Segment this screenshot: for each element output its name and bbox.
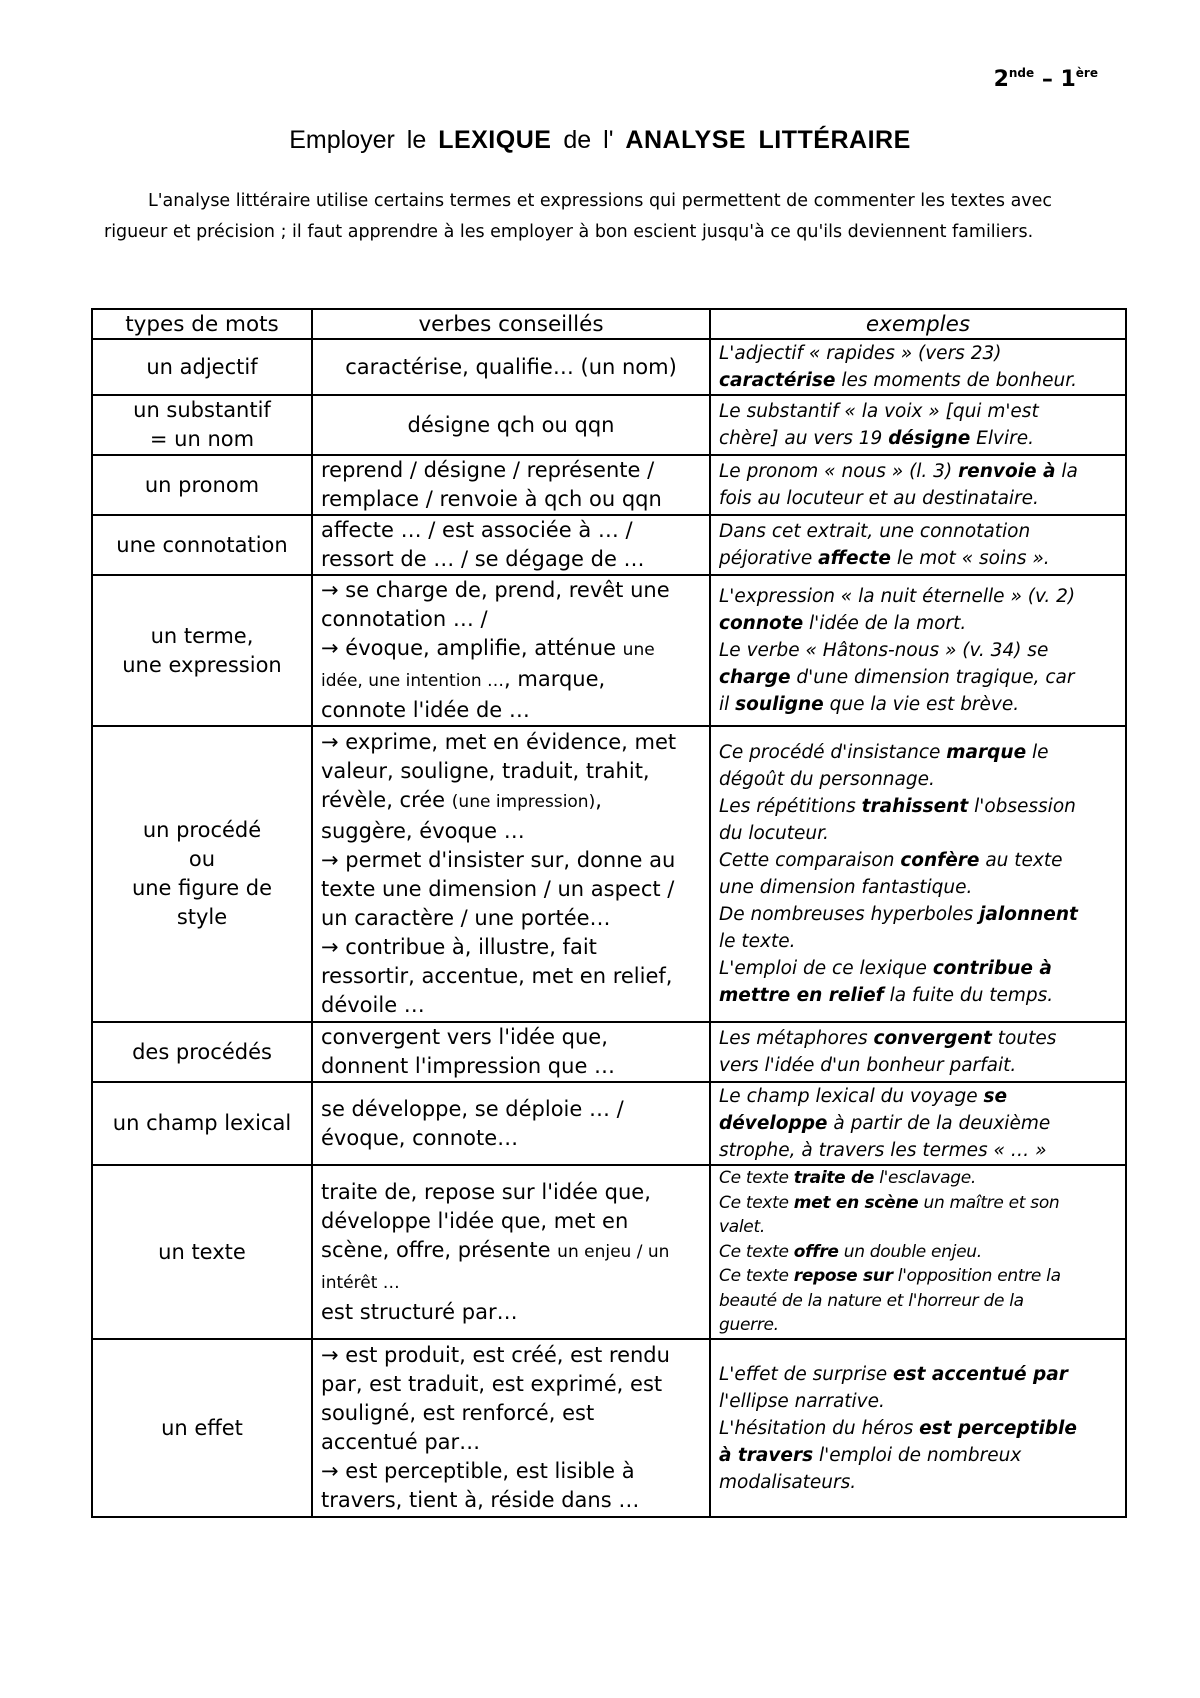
example-line (719, 739, 1117, 766)
verb-line: désigne qch ou qqn (407, 412, 615, 437)
verb-line: caractérise, qualifie… (un nom) (345, 354, 677, 379)
example-text: Ce procédé d'insistance (719, 742, 947, 763)
example-text: fois au locuteur et au destinataire. (719, 488, 1039, 509)
example-keyword: caractérise (719, 370, 836, 391)
example-text: il (719, 694, 736, 715)
example-text: la fuite du temps. (883, 985, 1054, 1006)
verb-line: scène, offre, présente un enjeu / un (321, 1237, 670, 1262)
example-keyword: renvoie à (958, 461, 1056, 482)
example-text: l'opposition entre la (892, 1266, 1061, 1287)
level-b-sup: ère (1075, 66, 1098, 80)
table-row (92, 1082, 1126, 1165)
table-row (92, 1339, 1126, 1517)
verb-line: valeur, souligne, traduit, trahit, (321, 759, 650, 783)
lexicon-table (91, 308, 1127, 1518)
cell-type (92, 455, 312, 515)
cell-verbs (312, 726, 710, 1022)
cell-verbs (312, 1022, 710, 1082)
example-line (719, 1442, 1117, 1469)
cell-verbs (312, 395, 710, 455)
example-text: valet. (719, 1217, 765, 1238)
cell-type (92, 1165, 312, 1339)
page-title (0, 126, 1200, 155)
verb-line: accentué par… (321, 1430, 481, 1454)
example-text: l'obsession (968, 796, 1076, 817)
example-text: toutes (991, 1028, 1057, 1049)
cell-examples (710, 395, 1126, 455)
example-text: Les répétitions (719, 796, 862, 817)
example-text: à partir de la deuxième (827, 1113, 1051, 1134)
example-text: strophe, à travers les termes « … » (719, 1140, 1047, 1161)
type-line: un terme, (150, 623, 254, 648)
header-types: types de mots (92, 309, 312, 339)
example-text: le (1026, 742, 1049, 763)
example-line (719, 583, 1117, 610)
type-line: un adjectif (146, 354, 258, 379)
type-line: ou (188, 847, 216, 871)
cell-examples (710, 1165, 1126, 1339)
verb-line: → évoque, amplifie, atténue une (321, 636, 655, 660)
verb-line: se développe, se déploie … / (321, 1096, 624, 1121)
verb-line: est structuré par… (321, 1299, 518, 1324)
example-line (719, 1361, 1117, 1388)
example-text: une dimension fantastique. (719, 877, 973, 898)
example-line (719, 518, 1117, 545)
cell-verbs (312, 1165, 710, 1339)
cell-examples (710, 515, 1126, 575)
verb-line: souligné, est renforcé, est (321, 1401, 595, 1425)
example-line (719, 1137, 1117, 1164)
level-a-sup: nde (1008, 66, 1035, 80)
table-header-row (92, 309, 1126, 339)
cell-verbs (312, 515, 710, 575)
type-line: un pronom (144, 472, 260, 497)
cell-examples (710, 726, 1126, 1022)
type-line: un substantif (133, 398, 271, 422)
example-text: Ce texte (719, 1241, 794, 1262)
verb-line: ressortir, accentue, met en relief, (321, 964, 673, 988)
example-line (719, 691, 1117, 718)
verb-line: révèle, crée (une impression), (321, 788, 602, 812)
example-line (719, 928, 1117, 955)
example-text: De nombreuses hyperboles (719, 904, 980, 925)
example-line (719, 1469, 1117, 1496)
example-keyword: confère (900, 850, 980, 871)
cell-type (92, 515, 312, 575)
level-dash: – (1034, 67, 1061, 92)
type-line: un texte (158, 1239, 246, 1264)
type-line: une expression (122, 652, 282, 677)
example-keyword: affecte (818, 548, 891, 569)
example-line (719, 1313, 1117, 1338)
verb-line: → est produit, est créé, est rendu (321, 1343, 670, 1367)
example-text: dégoût du personnage. (719, 769, 935, 790)
example-text: L'effet de surprise (719, 1363, 894, 1385)
table-row (92, 339, 1126, 395)
example-keyword: offre (793, 1241, 839, 1262)
type-line: un procédé (142, 818, 262, 842)
example-line (719, 1025, 1117, 1052)
cell-examples (710, 1082, 1126, 1165)
title-part-1: Employer le (289, 126, 439, 154)
example-keyword: traite de (793, 1168, 875, 1189)
example-text: Cette comparaison (719, 850, 901, 871)
table-row (92, 726, 1126, 1022)
example-text: l'ellipse narrative. (719, 1390, 885, 1412)
example-text: vers l'idée d'un bonheur parfait. (719, 1055, 1017, 1076)
example-line (719, 982, 1117, 1009)
example-keyword: désigne (888, 428, 971, 449)
verb-line: idée, une intention …, marque, (321, 667, 606, 691)
intro-paragraph: L'analyse littéraire utilise certains termes et expressions qui permettent de commenter les textes avec rigueur et précision ; il faut apprendre à les employer à bon escient jusqu'à ce qu'ils deviennent familiers. (104, 191, 1053, 242)
example-line (719, 425, 1117, 452)
example-text: péjorative (719, 548, 819, 569)
example-text: Le champ lexical du voyage (719, 1086, 984, 1107)
verb-line: travers, tient à, réside dans … (321, 1488, 640, 1512)
example-line (719, 766, 1117, 793)
example-line (719, 458, 1117, 485)
cell-examples (710, 455, 1126, 515)
example-line (719, 1215, 1117, 1240)
cell-verbs (312, 1082, 710, 1165)
example-text: l'emploi de nombreux (813, 1444, 1022, 1466)
example-text: du locuteur. (719, 823, 829, 844)
level-a: 2 (993, 67, 1009, 92)
cell-examples (710, 339, 1126, 395)
verb-line: donnent l'impression que … (321, 1054, 616, 1078)
cell-examples (710, 575, 1126, 726)
example-line (719, 1191, 1117, 1216)
verb-line: → contribue à, illustre, fait (321, 935, 597, 959)
example-line (719, 1415, 1117, 1442)
cell-type (92, 726, 312, 1022)
type-line: style (176, 905, 228, 929)
example-text: Elvire. (970, 428, 1034, 449)
verb-line: reprend / désigne / représente / (321, 458, 655, 482)
cell-type (92, 575, 312, 726)
cell-type (92, 1339, 312, 1517)
type-line: un champ lexical (112, 1111, 292, 1135)
cell-examples (710, 1022, 1126, 1082)
example-keyword: est perceptible (919, 1417, 1077, 1439)
example-keyword: connote (719, 613, 804, 634)
example-line (719, 847, 1117, 874)
verb-note: (une impression) (451, 792, 596, 812)
example-text: Ce texte (719, 1266, 794, 1287)
example-keyword: charge (719, 667, 791, 688)
example-text: chère] au vers 19 (719, 428, 889, 449)
example-text: le texte. (719, 931, 796, 952)
verb-line: affecte … / est associée à … / (321, 518, 633, 542)
example-text: Le pronom « nous » (l. 3) (719, 461, 959, 482)
example-text: L'adjectif « rapides » (vers 23) (719, 343, 1002, 364)
example-line (719, 1388, 1117, 1415)
example-line (719, 820, 1117, 847)
verb-line: développe l'idée que, met en (321, 1208, 629, 1233)
verb-note: intérêt … (321, 1272, 400, 1293)
cell-verbs (312, 455, 710, 515)
cell-examples (710, 1339, 1126, 1517)
type-line: des procédés (132, 1039, 272, 1064)
cell-verbs (312, 339, 710, 395)
verb-line: connote l'idée de … (321, 698, 530, 722)
example-line (719, 1166, 1117, 1191)
example-line (719, 1083, 1117, 1110)
level-indicator (994, 66, 1098, 92)
example-keyword: est accentué par (893, 1363, 1068, 1385)
example-line (719, 1240, 1117, 1265)
example-keyword: jalonnent (979, 904, 1078, 925)
verb-line: traite de, repose sur l'idée que, (321, 1179, 651, 1204)
verb-line: dévoile … (321, 993, 425, 1017)
example-text: Le verbe « Hâtons-nous » (v. 34) se (719, 640, 1049, 661)
type-line: = un nom (149, 427, 255, 451)
example-keyword: à travers (719, 1444, 814, 1466)
example-text: au texte (979, 850, 1063, 871)
table-row (92, 575, 1126, 726)
title-part-4: ANALYSE LITTÉRAIRE (625, 126, 911, 154)
cell-type (92, 1082, 312, 1165)
verb-line: remplace / renvoie à qch ou qqn (321, 487, 662, 511)
verb-line: un caractère / une portée… (321, 906, 611, 930)
table-row (92, 515, 1126, 575)
table-row (92, 395, 1126, 455)
example-text: la (1055, 461, 1078, 482)
verb-line: ressort de … / se dégage de … (321, 547, 645, 571)
example-line (719, 955, 1117, 982)
example-keyword: trahissent (861, 796, 969, 817)
table-row (92, 1165, 1126, 1339)
example-line (719, 637, 1117, 664)
example-text: L'expression « la nuit éternelle » (v. 2) (719, 586, 1076, 607)
example-keyword: mettre en relief (719, 985, 884, 1006)
header-examples: exemples (710, 309, 1126, 339)
table-row (92, 455, 1126, 515)
example-line (719, 793, 1117, 820)
example-text: modalisateurs. (719, 1471, 857, 1493)
example-text: les moments de bonheur. (835, 370, 1078, 391)
example-keyword: repose sur (793, 1266, 893, 1287)
example-keyword: souligne (735, 694, 824, 715)
verb-note: une (622, 640, 655, 660)
example-keyword: marque (946, 742, 1027, 763)
example-text: l'esclavage. (874, 1168, 976, 1189)
example-text: Le substantif « la voix » [qui m'est (719, 401, 1039, 422)
example-text: Ce texte (719, 1168, 794, 1189)
example-keyword: développe (719, 1113, 828, 1134)
example-line (719, 874, 1117, 901)
verb-line: → est perceptible, est lisible à (321, 1459, 635, 1483)
cell-type (92, 1022, 312, 1082)
example-text: l'idée de la mort. (803, 613, 967, 634)
header-verbs: verbes conseillés (312, 309, 710, 339)
example-keyword: convergent (873, 1028, 992, 1049)
example-text: L'hésitation du héros (719, 1417, 920, 1439)
verb-line (321, 1267, 701, 1298)
example-text: Les métaphores (719, 1028, 874, 1049)
verb-line: par, est traduit, est exprimé, est (321, 1372, 663, 1396)
example-line (719, 664, 1117, 691)
cell-verbs (312, 1339, 710, 1517)
example-line (719, 901, 1117, 928)
example-keyword: contribue à (932, 958, 1052, 979)
verb-line: connotation … / (321, 607, 488, 631)
verb-line: → exprime, met en évidence, met (321, 730, 677, 754)
verb-line: texte une dimension / un aspect / (321, 877, 675, 901)
verb-line: convergent vers l'idée que, (321, 1025, 608, 1049)
cell-type (92, 339, 312, 395)
level-b: 1 (1060, 67, 1076, 92)
example-text: que la vie est brève. (823, 694, 1020, 715)
verb-line: évoque, connote… (321, 1125, 519, 1150)
title-part-3: de l' (551, 126, 626, 154)
example-keyword: met en scène (793, 1192, 919, 1213)
verb-line: → permet d'insister sur, donne au (321, 848, 676, 872)
example-text: guerre. (719, 1315, 779, 1336)
verb-note: un enjeu / un (557, 1241, 670, 1262)
example-text: d'une dimension tragique, car (790, 667, 1075, 688)
title-part-2: LEXIQUE (438, 126, 552, 154)
example-line (719, 1052, 1117, 1079)
example-text: un double enjeu. (838, 1241, 982, 1262)
example-text: le mot « soins ». (890, 548, 1050, 569)
example-keyword: se (983, 1086, 1008, 1107)
example-line (719, 1264, 1117, 1289)
example-line (719, 1110, 1117, 1137)
example-text: un maître et son (918, 1192, 1060, 1213)
example-line (719, 367, 1117, 394)
verb-line: → se charge de, prend, revêt une (321, 578, 670, 602)
example-line (719, 398, 1117, 425)
example-text: beauté de la nature et l'horreur de la (719, 1290, 1024, 1311)
table-row (92, 1022, 1126, 1082)
cell-verbs (312, 575, 710, 726)
example-line (719, 1289, 1117, 1314)
cell-type (92, 395, 312, 455)
example-line (719, 485, 1117, 512)
example-line (719, 610, 1117, 637)
verb-line: suggère, évoque … (321, 819, 525, 843)
type-line: une connotation (116, 532, 288, 557)
example-text: Ce texte (719, 1192, 794, 1213)
example-line (719, 340, 1117, 367)
example-text: L'emploi de ce lexique (719, 958, 933, 979)
example-text: Dans cet extrait, une connotation (719, 521, 1031, 542)
type-line: une figure de (131, 876, 273, 900)
example-line (719, 545, 1117, 572)
verb-note: idée, une intention … (321, 671, 505, 691)
type-line: un effet (161, 1415, 243, 1440)
